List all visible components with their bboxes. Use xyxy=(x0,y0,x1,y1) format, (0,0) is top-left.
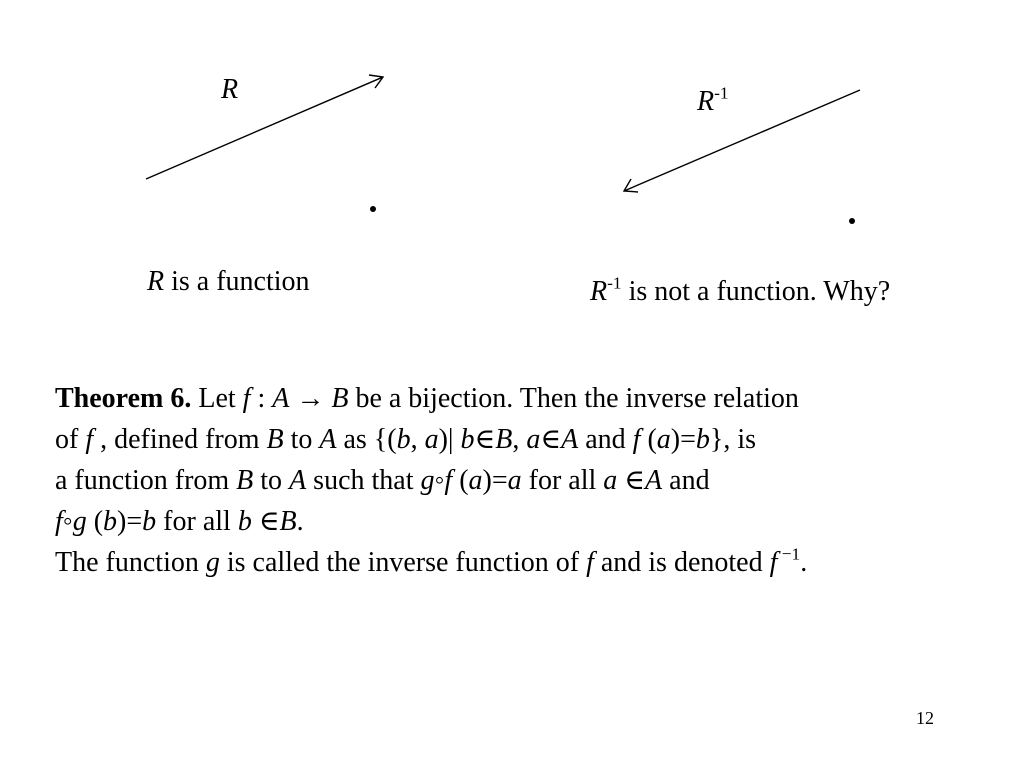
theorem-line-1: Theorem 6. Let f : A → B be a bijection. Then the inverse relation xyxy=(55,383,799,414)
theorem-line-3: a function from B to A such that g◦f (a)=a for all a ∈A and xyxy=(55,465,710,496)
left-caption: R is a function xyxy=(147,266,310,297)
theorem-line-2: of f , defined from B to A as {(b, a)| b∈B, a∈A and f (a)=b}, is xyxy=(55,424,757,455)
relation-r-label: R xyxy=(221,74,239,105)
right-dot xyxy=(849,218,855,224)
relation-r-arrow xyxy=(146,77,383,179)
relation-r-inverse-label: $R^{-1}$ xyxy=(697,83,729,117)
theorem-line-4: f◦g (b)=b for all b ∈B. xyxy=(55,506,304,537)
theorem-line-5: The function g is called the inverse function of f and is denoted f $^{-1}$. xyxy=(55,544,808,578)
left-dot xyxy=(370,206,376,212)
relation-r-inverse-arrow xyxy=(624,90,860,191)
page-number: 12 xyxy=(916,708,934,728)
right-caption: $R^{-1}$ is not a function. Why? xyxy=(590,273,891,307)
theorem-heading: Theorem 6. xyxy=(55,383,192,414)
